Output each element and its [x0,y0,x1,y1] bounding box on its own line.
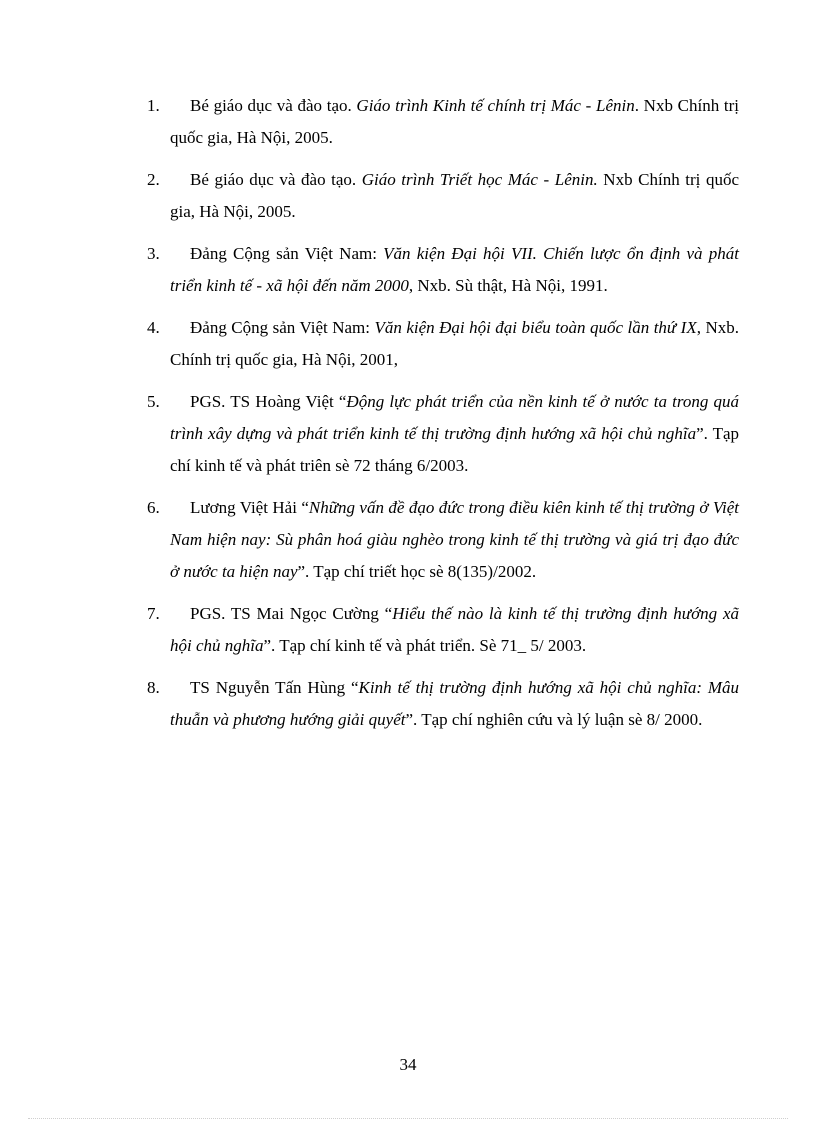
reference-number: 7. [147,604,160,623]
reference-number: 4. [147,318,160,337]
reference-number: 6. [147,498,160,517]
reference-title: Giáo trình Triết học Mác - Lênin. [361,170,598,189]
reference-author: PGS. TS Mai Ngọc Cường “ [190,604,393,623]
reference-item [147,386,739,482]
reference-number: 3. [147,244,160,263]
reference-author: Bé giáo dục và đào tạo. [190,170,362,189]
reference-title: Động lực phát triển của nền kinh tế ở nước ta trong quá trình xây dựng và phát triển kinh tế thị trường định hướng xã hội chủ nghĩa [170,392,740,443]
reference-item [147,312,739,376]
reference-author: Lương Việt Hải “ [190,498,309,517]
reference-title: Văn kiện Đại hội VII. Chiến lược ổn định và phát triển kinh tế - xã hội đến năm 2000 [170,244,739,295]
reference-item [147,238,739,302]
reference-details: Nxb Chính trị quốc gia, Hà Nội, 2005. [170,170,740,221]
reference-title: Những vấn đề đạo đức trong điều kiên kinh tế thị trường ở Việt Nam hiện nay: Sù phân hoá giàu nghèo trong kinh tế thị trường và giá trị đạo đức ở nước ta hiện nay [170,498,740,581]
reference-author: PGS. TS Hoàng Việt “ [190,392,347,411]
reference-details: ”. Tạp chí kinh tế và phát triển. Sè 71_ 5/ 2003. [263,636,587,655]
reference-title: Hiểu thế nào là kinh tế thị trường định hướng xã hội chủ nghĩa [170,604,739,655]
reference-author: Đảng Cộng sản Việt Nam: [190,244,384,263]
reference-author: Bé giáo dục và đào tạo. [190,96,357,115]
reference-details: , Nxb. Chính trị quốc gia, Hà Nội, 2001, [170,318,739,369]
reference-details: ”. Tạp chí kinh tế và phát triên sè 72 tháng 6/2003. [170,424,739,475]
reference-number: 5. [147,392,160,411]
reference-number: 8. [147,678,160,697]
reference-author: Đảng Cộng sản Việt Nam: [190,318,375,337]
reference-title: Văn kiện Đại hội đại biểu toàn quốc lần thứ IX [374,318,697,337]
reference-number: 2. [147,170,160,189]
reference-title: Kinh tế thị trường định hướng xã hội chủ nghĩa: Mâu thuẫn và phương hướng giải quyết [170,678,740,729]
reference-details: ”. Tạp chí triết học sè 8(135)/2002. [297,562,537,581]
page-bottom-divider [28,1118,788,1119]
reference-item [147,90,739,154]
reference-item [147,492,739,588]
reference-item [147,164,739,228]
reference-item [147,672,739,736]
reference-list [147,90,739,746]
reference-title: Giáo trình Kinh tế chính trị Mác - Lênin [356,96,635,115]
reference-number: 1. [147,96,160,115]
reference-details: , Nxb. Sù thật, Hà Nội, 1991. [408,276,608,295]
reference-author: TS Nguyễn Tấn Hùng “ [190,678,359,697]
page-number: 34 [399,1055,417,1074]
reference-details: ”. Tạp chí nghiên cứu và lý luận sè 8/ 2000. [405,710,703,729]
reference-item [147,598,739,662]
reference-details: . Nxb Chính trị quốc gia, Hà Nội, 2005. [170,96,739,147]
